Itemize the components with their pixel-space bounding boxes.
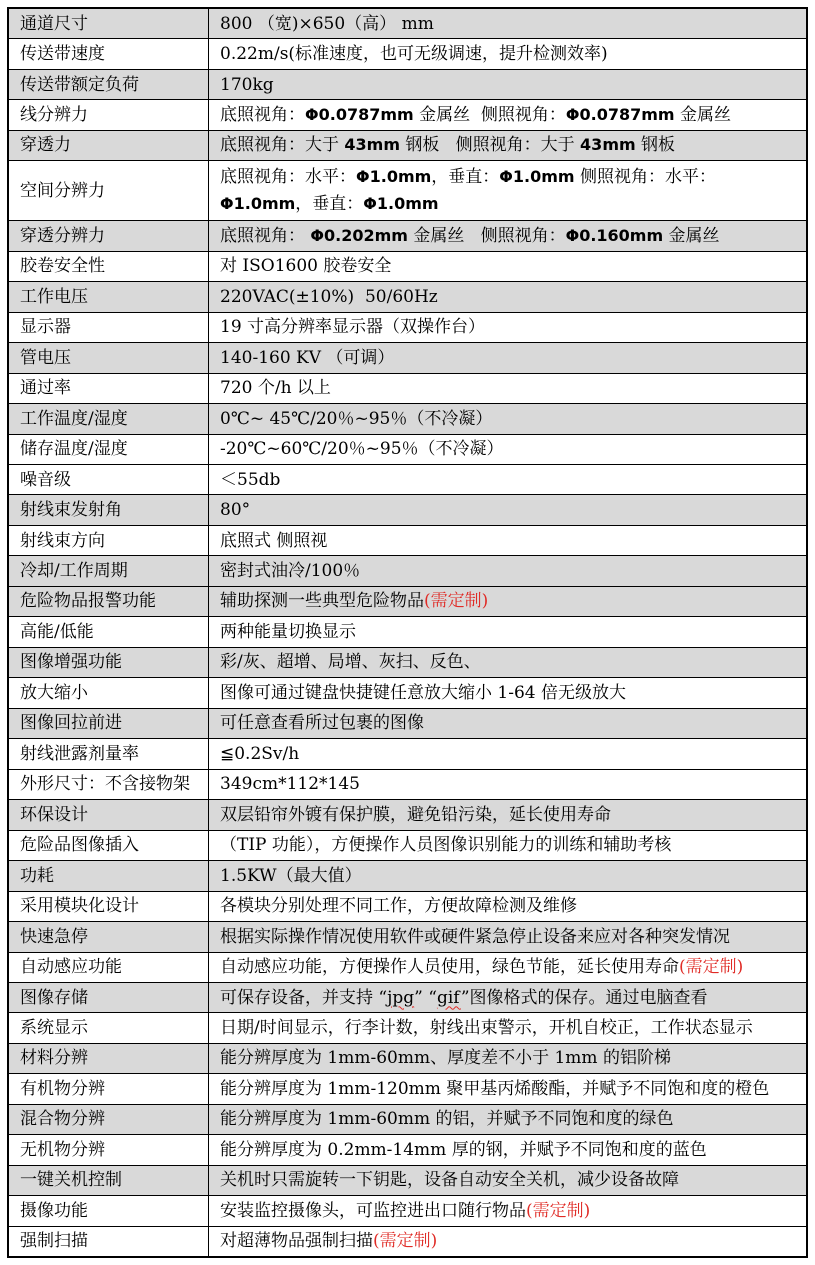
table-row: [9, 313, 806, 343]
table-row: [9, 770, 806, 800]
spec-value: [209, 252, 806, 281]
spec-value: [209, 526, 806, 555]
spec-label: 有机物分辨: [9, 1074, 209, 1103]
value-text: 0℃~ 45℃/20％~95％（不冷凝）: [220, 408, 493, 429]
spec-value: [209, 39, 806, 68]
spec-label: 线分辨力: [9, 100, 209, 129]
value-text: 自动感应功能，方便操作人员使用，绿色节能，延长使用寿命: [220, 957, 679, 978]
value-text: 安装监控摄像头，可监控进出口随行物品: [220, 1200, 526, 1221]
table-row: [9, 739, 806, 769]
spec-value: [209, 922, 806, 951]
value-text: 349cm*112*145: [220, 774, 360, 795]
spec-value: [209, 70, 806, 99]
table-row: [9, 252, 806, 282]
table-row: [9, 953, 806, 983]
spec-value: [209, 100, 806, 129]
table-row: [9, 526, 806, 556]
spec-value: [209, 678, 806, 707]
value-text: 钢板: [635, 135, 676, 156]
spec-label: 高能/低能: [9, 617, 209, 646]
value-text: 底照式 侧照视: [220, 530, 328, 551]
value-text: 底照视角：: [220, 104, 305, 125]
table-row: [9, 587, 806, 617]
value-text: 两种能量切换显示: [220, 621, 356, 642]
table-row: [9, 39, 806, 69]
table-row: [9, 1013, 806, 1043]
value-text: 图像可通过键盘快捷键任意放大缩小 1-64 倍无级放大: [220, 682, 626, 703]
table-row: [9, 648, 806, 678]
spec-label: 外形尺寸：不含接物架: [9, 770, 209, 799]
value-text: Φ1.0mm: [499, 167, 575, 187]
spec-value: [209, 770, 806, 799]
spec-value: [209, 435, 806, 464]
spec-label: 射线束发射角: [9, 495, 209, 524]
value-text: Φ0.0787mm: [565, 104, 675, 124]
table-row: [9, 800, 806, 830]
spec-value: [209, 221, 806, 250]
spec-label: 强制扫描: [9, 1227, 209, 1256]
value-text: 日期/时间显示，行李计数，射线出束警示，开机自校正，工作状态显示: [220, 1018, 753, 1039]
value-text: 170kg: [220, 74, 274, 95]
spec-value: [209, 831, 806, 860]
spec-label: 图像回拉前进: [9, 709, 209, 738]
spec-label: 快速急停: [9, 922, 209, 951]
table-row: [9, 861, 806, 891]
table-row: [9, 374, 806, 404]
spec-label: 一键关机控制: [9, 1166, 209, 1195]
table-row: [9, 9, 806, 39]
table-row: [9, 1044, 806, 1074]
spec-label: 穿透力: [9, 131, 209, 160]
value-text: 能分辨厚度为 0.2mm-14mm 厚的钢，并赋予不同饱和度的蓝色: [220, 1139, 707, 1160]
spec-value: [209, 1227, 806, 1256]
value-text: 金属丝: [663, 225, 720, 246]
spec-value: [209, 587, 806, 616]
spec-label: 危险品图像插入: [9, 831, 209, 860]
spec-value: [209, 282, 806, 311]
table-row: [9, 435, 806, 465]
value-text: Φ0.0787mm: [305, 104, 414, 124]
custom-required-note: (需定制): [424, 591, 489, 612]
value-text: Φ1.0mm: [363, 193, 439, 213]
spec-value: [209, 1166, 806, 1195]
table-row: [9, 922, 806, 952]
spec-label: 传送带速度: [9, 39, 209, 68]
spec-label: 系统显示: [9, 1013, 209, 1042]
spec-value: [209, 861, 806, 890]
spec-label: 材料分辨: [9, 1044, 209, 1073]
spec-value: [209, 617, 806, 646]
table-row: [9, 70, 806, 100]
spec-label: 无机物分辨: [9, 1135, 209, 1164]
spec-label: 自动感应功能: [9, 953, 209, 982]
spec-value: [209, 465, 806, 494]
spec-label: 环保设计: [9, 800, 209, 829]
value-text: 底照视角：水平：: [220, 167, 356, 188]
table-row: [9, 556, 806, 586]
value-text: Φ1.0mm: [220, 193, 296, 213]
spec-label: 混合物分辨: [9, 1105, 209, 1134]
spec-value: [209, 131, 806, 160]
spec-value: [209, 1074, 806, 1103]
spellcheck-word: gif: [436, 987, 461, 1008]
value-text: 80°: [220, 500, 251, 521]
spec-label: 采用模块化设计: [9, 892, 209, 921]
value-text: 0.22m/s(标准速度，也可无级调速，提升检测效率): [220, 44, 608, 65]
spec-label: 功耗: [9, 861, 209, 890]
value-text: 金属丝 侧照视角：: [413, 104, 566, 125]
value-text: 能分辨厚度为 1mm-60mm 的铝，并赋予不同饱和度的绿色: [220, 1109, 674, 1130]
value-text: ” “: [414, 987, 437, 1008]
spec-value: [209, 739, 806, 768]
table-row: [9, 100, 806, 130]
value-text: 对 ISO1600 胶卷安全: [220, 256, 392, 277]
spec-value: [209, 1044, 806, 1073]
table-row: [9, 1135, 806, 1165]
table-row: [9, 161, 806, 221]
spec-label: 图像存储: [9, 983, 209, 1012]
table-row: [9, 221, 806, 251]
value-text: ≦0.2Sv/h: [220, 743, 300, 764]
table-row: [9, 131, 806, 161]
value-text: 金属丝 侧照视角：: [407, 225, 566, 246]
table-row: [9, 1196, 806, 1226]
spec-value: [209, 983, 806, 1012]
spec-value: [209, 9, 806, 38]
spec-value: [209, 495, 806, 524]
value-text: 可保存设备，并支持 “: [220, 987, 388, 1008]
value-text: 彩/灰、超增、局增、灰扫、反色、: [220, 652, 481, 673]
table-row: [9, 495, 806, 525]
table-row: [9, 1227, 806, 1256]
spec-label: 冷却/工作周期: [9, 556, 209, 585]
value-text: 钢板 侧照视角：大于: [400, 135, 581, 156]
value-text: Φ0.160mm: [565, 225, 664, 245]
value-text: 140-160 KV （可调）: [220, 347, 395, 368]
value-text: 19 寸高分辨率显示器（双操作台）: [220, 317, 486, 338]
value-text: ，垂直：: [295, 193, 364, 214]
spec-value: [209, 374, 806, 403]
table-row: [9, 1105, 806, 1135]
table-row: [9, 709, 806, 739]
spec-label: 放大缩小: [9, 678, 209, 707]
table-row: [9, 1166, 806, 1196]
value-text: 底照视角：: [220, 225, 311, 246]
table-row: [9, 1074, 806, 1104]
value-text: 关机时只需旋转一下钥匙，设备自动安全关机，减少设备故障: [220, 1170, 679, 1191]
spec-label: 储存温度/湿度: [9, 435, 209, 464]
spec-label: 空间分辨力: [9, 161, 209, 220]
spec-value: [209, 1013, 806, 1042]
value-text: Φ0.202mm: [310, 225, 408, 245]
spec-value: [209, 404, 806, 433]
value-text: 43mm: [580, 135, 636, 155]
table-row: [9, 678, 806, 708]
spec-label: 穿透分辨力: [9, 221, 209, 250]
spec-value: [209, 1105, 806, 1134]
value-text: -20℃~60℃/20％~95％（不冷凝）: [220, 439, 504, 460]
custom-required-note: (需定制): [679, 957, 744, 978]
spec-value: [209, 892, 806, 921]
value-text: 辅助探测一些典型危险物品: [220, 591, 424, 612]
table-row: [9, 465, 806, 495]
value-text: 能分辨厚度为 1mm-120mm 聚甲基丙烯酸酯，并赋予不同饱和度的橙色: [220, 1078, 770, 1099]
value-text: 220VAC(±10%) 50/60Hz: [220, 286, 438, 307]
spec-label: 噪音级: [9, 465, 209, 494]
value-text: 能分辨厚度为 1mm-60mm、厚度差不小于 1mm 的铝阶梯: [220, 1048, 671, 1069]
value-text: ”图像格式的保存。通过电脑查看: [460, 987, 708, 1008]
value-text: 1.5KW（最大值）: [220, 865, 362, 886]
spec-label: 通过率: [9, 374, 209, 403]
value-text: 侧照视角：水平：: [574, 167, 716, 188]
value-text: （TIP 功能），方便操作人员图像识别能力的训练和辅助考核: [220, 835, 672, 856]
spec-label: 摄像功能: [9, 1196, 209, 1225]
spec-table: [7, 7, 808, 1258]
spec-label: 危险物品报警功能: [9, 587, 209, 616]
spec-label: 显示器: [9, 313, 209, 342]
spec-value: [209, 800, 806, 829]
value-text: Φ1.0mm: [356, 167, 432, 187]
value-text: 双层铅帘外镀有保护膜，避免铅污染，延长使用寿命: [220, 804, 611, 825]
value-text: ，垂直：: [431, 167, 500, 188]
spec-label: 胶卷安全性: [9, 252, 209, 281]
spec-value: [209, 313, 806, 342]
value-text: 金属丝: [674, 104, 731, 125]
value-text: 对超薄物品强制扫描: [220, 1231, 373, 1252]
spec-label: 工作电压: [9, 282, 209, 311]
custom-required-note: (需定制): [526, 1200, 591, 1221]
spec-label: 管电压: [9, 343, 209, 372]
value-text: 43mm: [344, 135, 401, 155]
value-text: 800 （宽)×650（高） mm: [220, 13, 434, 34]
spec-label: 通道尺寸: [9, 9, 209, 38]
table-row: [9, 343, 806, 373]
custom-required-note: (需定制): [373, 1231, 438, 1252]
table-row: [9, 282, 806, 312]
spec-value: [209, 648, 806, 677]
value-text: ＜55db: [220, 469, 281, 490]
value-text: 底照视角：大于: [220, 135, 345, 156]
spec-label: 传送带额定负荷: [9, 70, 209, 99]
table-row: [9, 892, 806, 922]
spec-label: 射线束方向: [9, 526, 209, 555]
value-text: 各模块分别处理不同工作，方便故障检测及维修: [220, 896, 577, 917]
value-text: 720 个/h 以上: [220, 378, 331, 399]
value-text: 根据实际操作情况使用软件或硬件紧急停止设备来应对各种突发情况: [220, 926, 730, 947]
spec-value: [209, 1135, 806, 1164]
spec-value: [209, 1196, 806, 1225]
spec-value: [209, 709, 806, 738]
spec-label: 射线泄露剂量率: [9, 739, 209, 768]
spec-value: [209, 953, 806, 982]
table-row: [9, 404, 806, 434]
table-row: [9, 831, 806, 861]
value-text: 可任意查看所过包裹的图像: [220, 713, 424, 734]
table-row: [9, 983, 806, 1013]
spec-value: [209, 161, 806, 220]
spec-value: [209, 343, 806, 372]
table-row: [9, 617, 806, 647]
spec-label: 图像增强功能: [9, 648, 209, 677]
value-text: 密封式油冷/100％: [220, 560, 361, 581]
spellcheck-word: jpg: [387, 987, 415, 1008]
spec-label: 工作温度/湿度: [9, 404, 209, 433]
spec-value: [209, 556, 806, 585]
